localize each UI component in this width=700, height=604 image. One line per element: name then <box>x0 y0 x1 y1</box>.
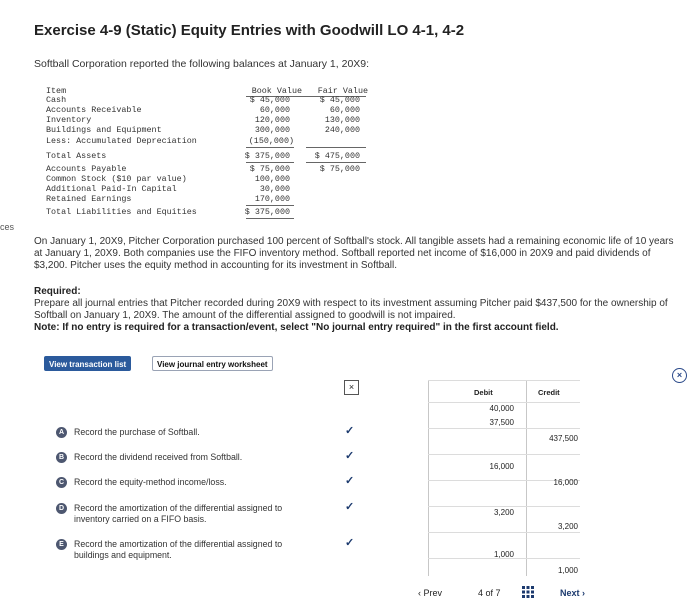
debit-amount: 40,000 <box>489 404 514 413</box>
row-fair: 60,000 <box>329 105 360 115</box>
grid-row-line <box>428 402 580 403</box>
task-label: Record the amortization of the differential assigned to <box>74 539 283 549</box>
view-journal-worksheet-button[interactable]: View journal entry worksheet <box>152 356 273 371</box>
row-fair: $ 75,000 <box>319 164 360 174</box>
credit-amount: 1,000 <box>557 566 578 575</box>
row-item: Inventory <box>46 115 92 125</box>
credit-amount: 3,200 <box>557 522 578 531</box>
prev-button[interactable]: ‹ Prev <box>418 588 443 598</box>
subtotal-line <box>306 147 366 148</box>
row-book: $ 75,000 <box>249 164 290 174</box>
header-book: Book Value <box>251 86 302 96</box>
task-label: Record the amortization of the differential assigned to <box>74 503 283 513</box>
row-item: Common Stock ($10 par value) <box>46 174 187 184</box>
side-label: ces <box>0 222 15 232</box>
total-line <box>246 218 294 219</box>
grid-icon[interactable] <box>522 586 534 598</box>
row-item: Buildings and Equipment <box>46 125 162 135</box>
x-box-icon[interactable]: × <box>344 380 359 395</box>
row-book: 60,000 <box>259 105 290 115</box>
grid-divider <box>428 380 429 576</box>
header-item: Item <box>46 86 67 96</box>
row-book: 30,000 <box>259 184 290 194</box>
row-item: Accounts Payable <box>46 164 127 174</box>
credit-amount: 16,000 <box>553 478 578 487</box>
grid-row-line <box>428 532 580 533</box>
subtotal-line <box>246 147 294 148</box>
required-section <box>34 286 674 334</box>
row-book: 100,000 <box>254 174 290 184</box>
total-line <box>306 162 366 163</box>
grid-divider <box>526 380 527 576</box>
page-indicator: 4 of 7 <box>478 588 501 598</box>
check-icon: ✓ <box>345 425 355 437</box>
grid-row-line <box>428 380 580 381</box>
badge: B <box>56 452 67 463</box>
debit-amount: 37,500 <box>489 418 514 427</box>
journal-grid <box>428 380 580 576</box>
credit-header: Credit <box>538 388 560 397</box>
debit-amount: 16,000 <box>489 462 514 471</box>
intro-text: Softball Corporation reported the following balances at January 1, 20X9: <box>34 58 370 70</box>
badge: D <box>56 503 67 514</box>
badge: E <box>56 539 67 550</box>
row-book: 120,000 <box>254 115 290 125</box>
row-fair: 130,000 <box>324 115 360 125</box>
row-book: $ 375,000 <box>244 151 290 161</box>
row-item: Total Assets <box>46 151 107 161</box>
required-note: Note: If no entry is required for a transaction/event, select "No journal entry required" in the first account field. <box>34 322 559 333</box>
row-item: Additional Paid-In Capital <box>46 184 177 194</box>
task-label-line2: buildings and equipment. <box>74 550 172 560</box>
debit-amount: 1,000 <box>493 550 514 559</box>
check-icon: ✓ <box>345 450 355 462</box>
check-icon: ✓ <box>345 501 355 513</box>
row-item: Total Liabilities and Equities <box>46 207 197 217</box>
row-item: Cash <box>46 95 67 105</box>
check-icon: ✓ <box>345 537 355 549</box>
row-item: Retained Earnings <box>46 194 132 204</box>
row-fair: 240,000 <box>324 125 360 135</box>
row-item: Less: Accumulated Depreciation <box>46 136 197 146</box>
required-text: Prepare all journal entries that Pitcher recorded during 20X9 with respect to its investment assuming Pitcher paid $437,500 for the ownership of Softball on January 1, 20X9. The amount of the differential assigned to goodwill is not impaired. <box>34 298 668 321</box>
badge: C <box>56 477 67 488</box>
row-book: 170,000 <box>254 194 290 204</box>
row-book: $ 375,000 <box>244 207 290 217</box>
debit-header: Debit <box>474 388 493 397</box>
task-label: Record the purchase of Softball. <box>74 427 200 437</box>
row-item: Accounts Receivable <box>46 105 142 115</box>
row-book: $ 45,000 <box>249 95 290 105</box>
credit-amount: 437,500 <box>549 434 578 443</box>
view-transaction-list-button[interactable]: View transaction list <box>44 356 131 371</box>
grid-row-line <box>428 454 580 455</box>
required-label: Required: <box>34 286 81 297</box>
total-line <box>246 162 294 163</box>
problem-paragraph: On January 1, 20X9, Pitcher Corporation purchased 100 percent of Softball's stock. All tangible assets had a remaining economic life of 10 years at January 1, 20X9. Both companies use the FIFO inventory method. Softball reported net income of $16,000 in 20X9 and paid dividends of $3,200. Pitcher uses the equity method in accounting for its investment in Softball. <box>34 236 674 271</box>
debit-amount: 3,200 <box>493 508 514 517</box>
balance-table <box>46 86 366 226</box>
grid-row-line <box>428 506 580 507</box>
badge: A <box>56 427 67 438</box>
grid-row-line <box>428 428 580 429</box>
task-label: Record the equity-method income/loss. <box>74 477 227 487</box>
check-icon: ✓ <box>345 475 355 487</box>
row-fair: $ 45,000 <box>319 95 360 105</box>
row-fair: $ 475,000 <box>314 151 360 161</box>
row-book: (150,000) <box>248 136 294 146</box>
page-title: Exercise 4-9 (Static) Equity Entries with Goodwill LO 4-1, 4-2 <box>34 22 465 39</box>
header-fair: Fair Value <box>317 86 368 96</box>
next-button[interactable]: Next › <box>560 588 586 598</box>
row-book: 300,000 <box>254 125 290 135</box>
task-label: Record the dividend received from Softball. <box>74 452 243 462</box>
subtotal-line <box>246 205 294 206</box>
task-label-line2: inventory carried on a FIFO basis. <box>74 514 207 524</box>
close-circle-icon[interactable]: × <box>672 368 687 383</box>
